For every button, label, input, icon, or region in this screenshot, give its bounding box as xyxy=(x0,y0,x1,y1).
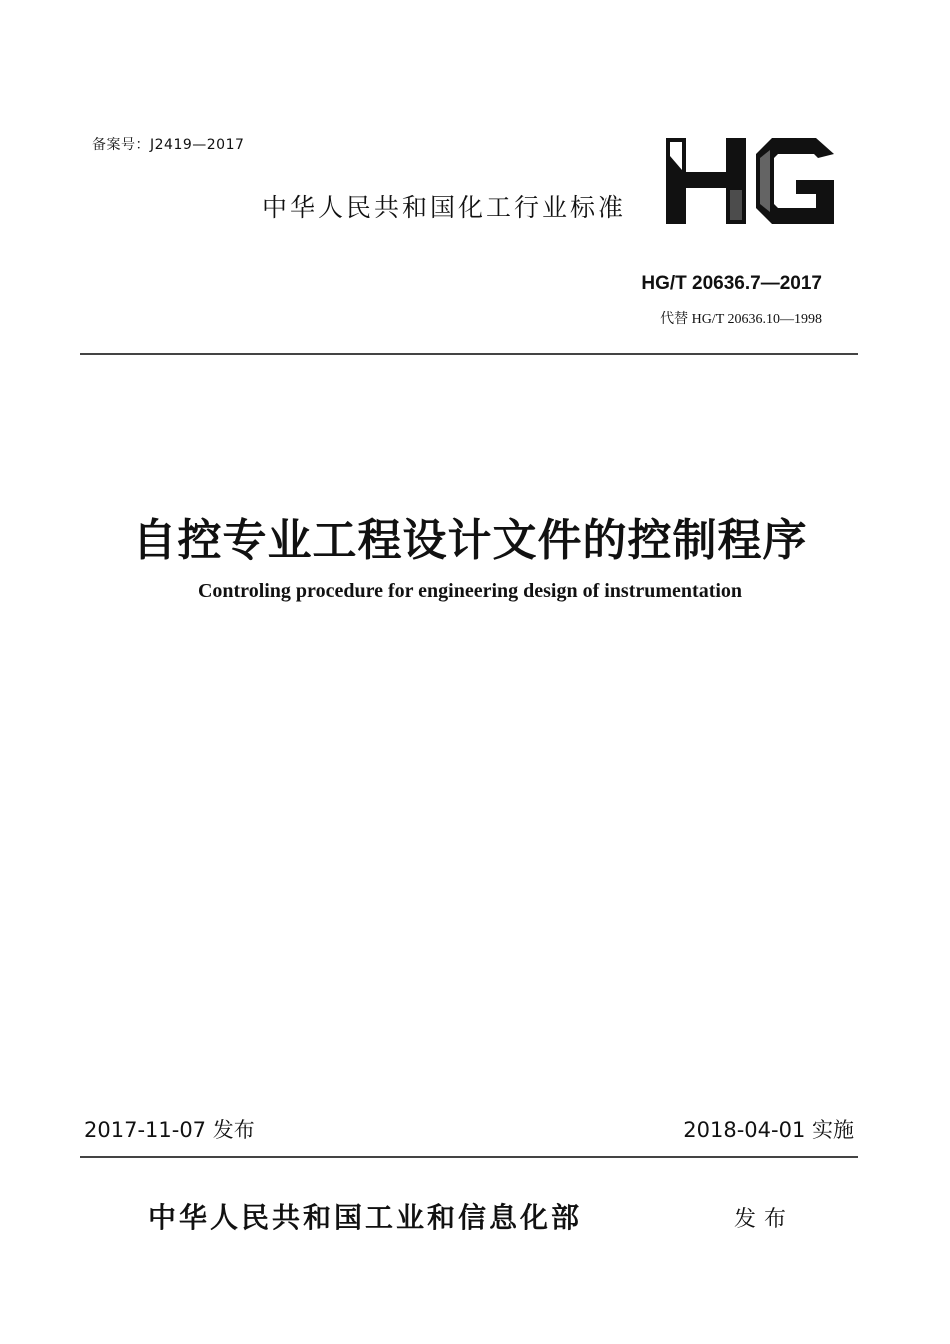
logo-letter-g xyxy=(756,138,834,224)
record-number: 备案号：J2419—2017 xyxy=(92,137,245,153)
industry-standard-label: 中华人民共和国化工行业标准 xyxy=(262,193,627,222)
issuing-authority: 中华人民共和国工业和信息化部 xyxy=(148,1201,583,1234)
issue-date: 2017-11-07 发布 xyxy=(84,1118,255,1142)
replaces-standard: 代替 HG/T 20636.10—1998 xyxy=(660,312,822,327)
bottom-divider xyxy=(80,1156,858,1158)
standard-code: HG/T 20636.7—2017 xyxy=(641,273,822,294)
issue-word: 发布 xyxy=(734,1207,795,1232)
document-title-en: Controling procedure for engineering design of instrumentation xyxy=(197,580,743,602)
document-title-cn: 自控专业工程设计文件的控制程序 xyxy=(132,515,808,566)
effective-date: 2018-04-01 实施 xyxy=(683,1118,854,1142)
top-divider xyxy=(80,353,858,355)
logo-letter-h xyxy=(666,138,746,224)
hg-logo-icon xyxy=(664,136,836,226)
